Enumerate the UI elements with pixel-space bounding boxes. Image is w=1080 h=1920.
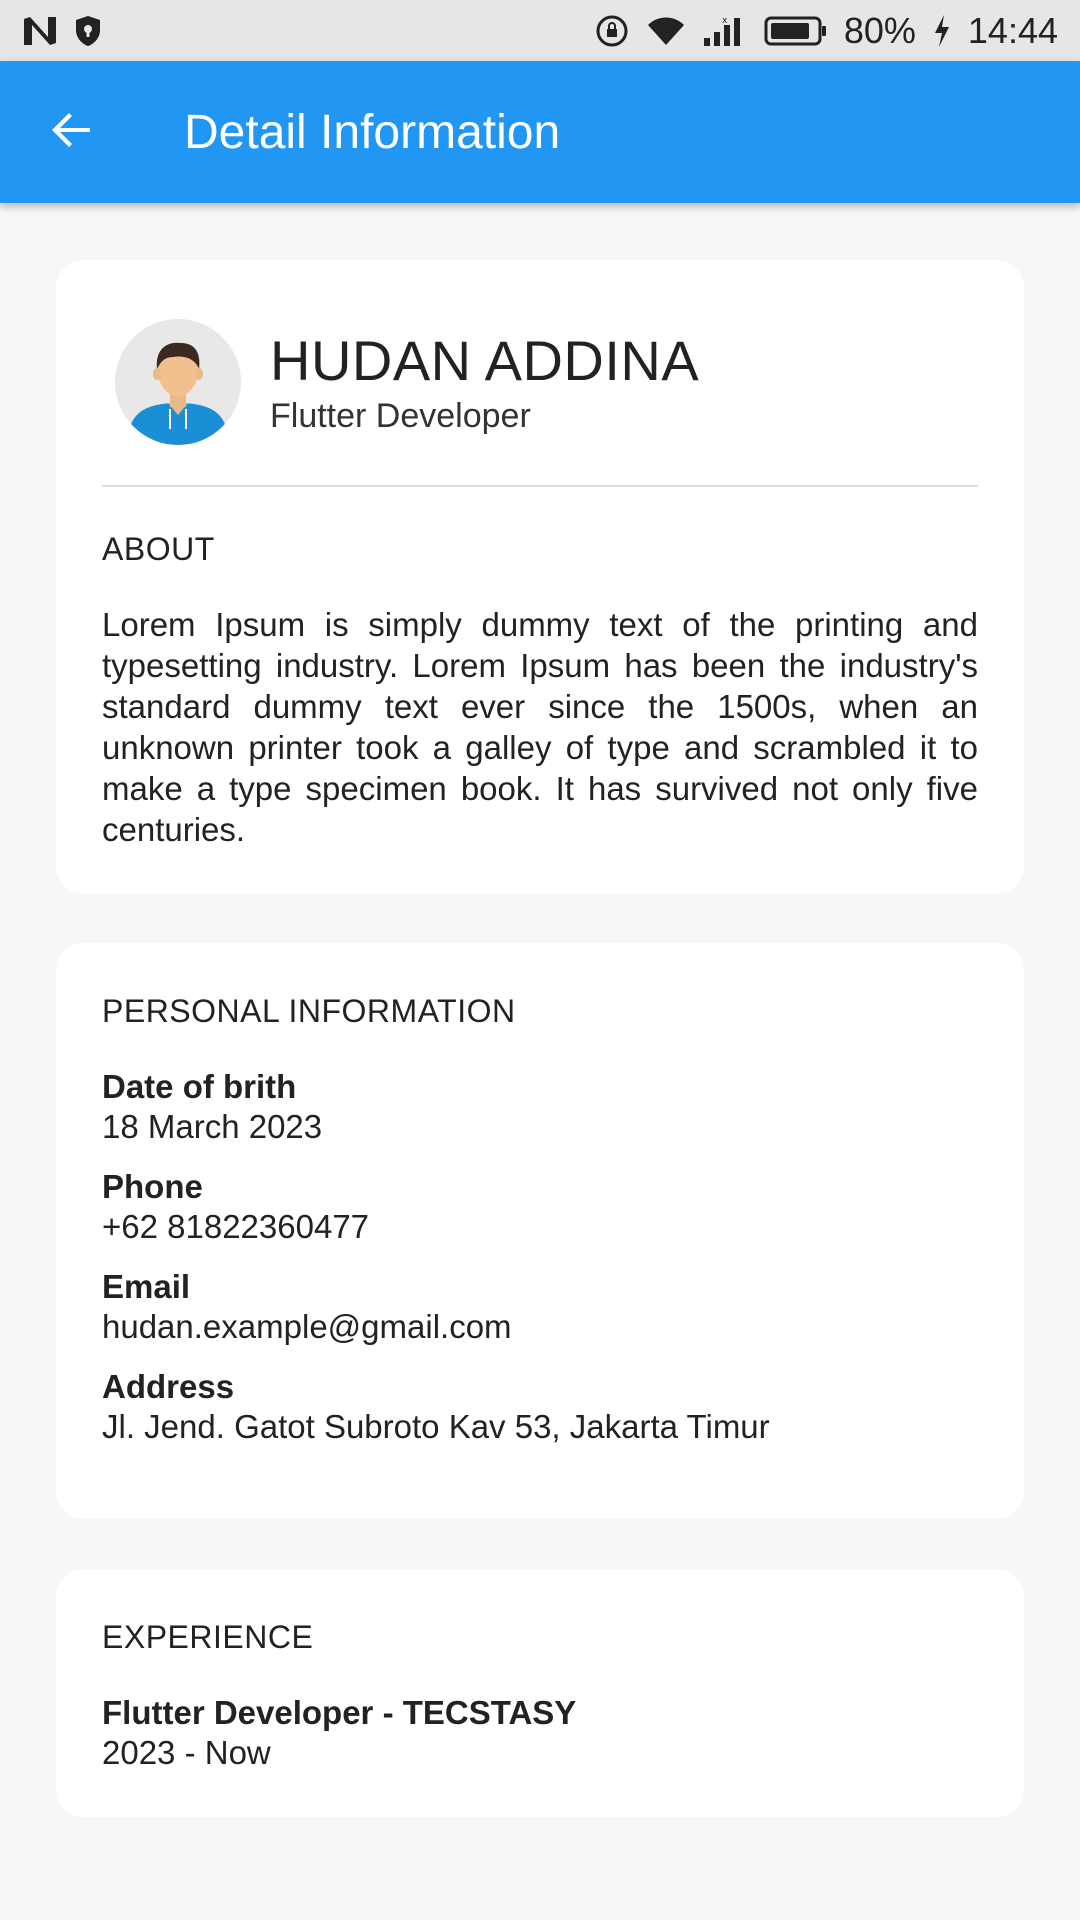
page-title: Detail Information (184, 105, 561, 159)
arrow-back-icon (50, 108, 94, 157)
info-label: Email (102, 1268, 191, 1305)
experience-role: Flutter Developer - TECSTASY (102, 1694, 577, 1731)
profile-card (56, 260, 1024, 894)
profile-role: Flutter Developer (270, 396, 531, 435)
divider (102, 485, 978, 487)
about-text: Lorem Ipsum is simply dummy text of the printing and typesetting industry. Lorem Ipsum has been the industry's standard dummy text ever since the 1500s, when an unknown printer took a galley of type and scrambled it to make a type specimen book. It has survived not only five centuries. (102, 606, 978, 848)
status-bar (0, 0, 1080, 61)
avatar (115, 319, 241, 445)
personal-info-title: PERSONAL INFORMATION (102, 993, 516, 1029)
info-label: Date of brith (102, 1068, 297, 1105)
personal-info-card (56, 943, 1024, 1519)
signal-icon (702, 14, 748, 48)
profile-header (115, 319, 699, 445)
experience-item (102, 1693, 576, 1773)
info-label: Address (102, 1368, 235, 1405)
info-value: +62 81822360477 (102, 1208, 370, 1245)
experience-card (56, 1569, 1024, 1817)
personal-info-list (102, 1067, 770, 1467)
profile-name: HUDAN ADDINA (270, 328, 700, 392)
clock: 14:44 (967, 9, 1058, 51)
info-value: 18 March 2023 (102, 1108, 323, 1145)
charging-icon (932, 13, 952, 49)
info-item-email (102, 1267, 770, 1347)
info-value: hudan.example@gmail.com (102, 1308, 512, 1345)
experience-title: EXPERIENCE (102, 1619, 314, 1655)
app-bar (0, 61, 1080, 203)
svg-text:x: x (721, 15, 728, 26)
info-item-address (102, 1367, 770, 1447)
shield-icon (74, 14, 102, 48)
rotation-lock-icon (594, 13, 630, 49)
n-app-icon (22, 15, 58, 47)
wifi-icon (646, 15, 686, 47)
info-item-date-of-birth (102, 1067, 770, 1147)
info-value: Jl. Jend. Gatot Subroto Kav 53, Jakarta Timur (102, 1408, 770, 1445)
battery-icon (764, 15, 828, 47)
about-title: ABOUT (102, 531, 215, 567)
back-button[interactable] (0, 61, 144, 203)
info-label: Phone (102, 1168, 203, 1205)
battery-percent: 80% (843, 9, 916, 51)
info-item-phone (102, 1167, 770, 1247)
experience-period: 2023 - Now (102, 1734, 271, 1771)
